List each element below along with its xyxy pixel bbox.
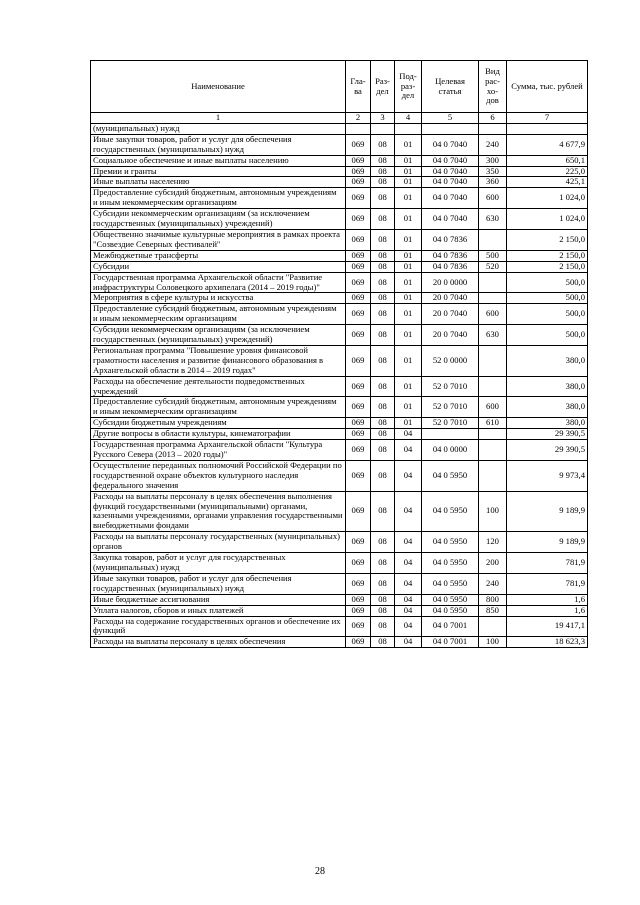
- cell-razdel: 08: [371, 460, 395, 491]
- cell-target: 20 0 7040: [422, 325, 479, 346]
- table-header-row: [91, 61, 588, 113]
- cell-glava: 069: [346, 594, 371, 605]
- cell-target: 04 0 7040: [422, 209, 479, 230]
- cell-podrazdel: 04: [395, 594, 422, 605]
- cell-target: 52 0 7010: [422, 418, 479, 429]
- cell-podrazdel: 01: [395, 155, 422, 166]
- cell-razdel: 08: [371, 553, 395, 574]
- cell-vid: 610: [479, 418, 507, 429]
- cell-name: Расходы на выплаты персоналу в целях обеспечения выполнения функций государственными (муниципальными) органами, казенными учреждениями, органами управления государственными внебюджетными фондами: [91, 491, 346, 532]
- cell-podrazdel: 01: [395, 397, 422, 418]
- cell-podrazdel: 04: [395, 637, 422, 648]
- cell-target: 04 0 5950: [422, 491, 479, 532]
- cell-vid: 500: [479, 250, 507, 261]
- cell-vid: 600: [479, 304, 507, 325]
- cell-razdel: 08: [371, 491, 395, 532]
- cell-name: Премии и гранты: [91, 166, 346, 177]
- cell-target: 04 0 7836: [422, 229, 479, 250]
- cell-glava: 069: [346, 188, 371, 209]
- cell-name: Расходы на выплаты персоналу государственных (муниципальных) органов: [91, 532, 346, 553]
- cell-podrazdel: 01: [395, 325, 422, 346]
- cell-glava: 069: [346, 325, 371, 346]
- cell-target: 04 0 7040: [422, 155, 479, 166]
- cell-sum: 781,9: [507, 573, 588, 594]
- table-row: [91, 429, 588, 440]
- cell-sum: 9 189,9: [507, 491, 588, 532]
- cell-target: 20 0 0000: [422, 272, 479, 293]
- cell-podrazdel: 04: [395, 532, 422, 553]
- column-number: 4: [395, 113, 422, 124]
- cell-sum: 29 390,5: [507, 429, 588, 440]
- cell-glava: 069: [346, 250, 371, 261]
- cell-target: 52 0 7010: [422, 376, 479, 397]
- header-sum: Сумма, тыс. рублей: [507, 61, 588, 113]
- cell-target: [422, 429, 479, 440]
- cell-name: Расходы на обеспечение деятельности подведомственных учреждений: [91, 376, 346, 397]
- table-row: [91, 594, 588, 605]
- cell-razdel: 08: [371, 250, 395, 261]
- cell-razdel: 08: [371, 616, 395, 637]
- cell-glava: 069: [346, 229, 371, 250]
- cell-name: Осуществление переданных полномочий Российской Федерации по государственной охране объектов культурного наследия федерального значения: [91, 460, 346, 491]
- cell-glava: 069: [346, 304, 371, 325]
- cell-glava: 069: [346, 155, 371, 166]
- cell-razdel: 08: [371, 440, 395, 461]
- cell-name: Государственная программа Архангельской области "Развитие инфраструктуры Соловецкого архипелага (2014 – 2019 годы)": [91, 272, 346, 293]
- table-row: [91, 460, 588, 491]
- cell-glava: 069: [346, 573, 371, 594]
- cell-target: 04 0 7001: [422, 637, 479, 648]
- cell-name: Закупка товаров, работ и услуг для государственных (муниципальных) нужд: [91, 553, 346, 574]
- cell-razdel: 08: [371, 188, 395, 209]
- cell-sum: 500,0: [507, 325, 588, 346]
- cell-glava: 069: [346, 209, 371, 230]
- budget-table: [90, 60, 588, 648]
- cell-target: 04 0 7836: [422, 261, 479, 272]
- table-row: [91, 155, 588, 166]
- table-row: [91, 637, 588, 648]
- cell-target: 04 0 7836: [422, 250, 479, 261]
- cell-sum: 380,0: [507, 418, 588, 429]
- cell-name: Расходы на содержание государственных органов и обеспечение их функций: [91, 616, 346, 637]
- cell-razdel: 08: [371, 177, 395, 188]
- table-row: [91, 293, 588, 304]
- cell-target: 04 0 5950: [422, 460, 479, 491]
- cell-vid: 100: [479, 637, 507, 648]
- column-number: 7: [507, 113, 588, 124]
- cell-podrazdel: 04: [395, 553, 422, 574]
- cell-podrazdel: 01: [395, 304, 422, 325]
- header-vid: Вид рас-хо-дов: [479, 61, 507, 113]
- cell-vid: 300: [479, 155, 507, 166]
- cell-razdel: 08: [371, 418, 395, 429]
- cell-glava: 069: [346, 440, 371, 461]
- cell-sum: 2 150,0: [507, 229, 588, 250]
- table-row: [91, 325, 588, 346]
- table-row: [91, 376, 588, 397]
- cell-vid: [479, 616, 507, 637]
- cell-podrazdel: 01: [395, 261, 422, 272]
- cell-name: Иные бюджетные ассигнования: [91, 594, 346, 605]
- cell-vid: 630: [479, 325, 507, 346]
- cell-sum: 781,9: [507, 553, 588, 574]
- page-number: 28: [315, 866, 325, 877]
- cell-glava: 069: [346, 491, 371, 532]
- cell-razdel: 08: [371, 429, 395, 440]
- cell-podrazdel: 01: [395, 376, 422, 397]
- cell-podrazdel: [395, 123, 422, 134]
- cell-target: 04 0 5950: [422, 605, 479, 616]
- table-row: [91, 440, 588, 461]
- column-number: 3: [371, 113, 395, 124]
- cell-sum: 2 150,0: [507, 261, 588, 272]
- cell-target: [422, 123, 479, 134]
- cell-name: Субсидии бюджетным учреждениям: [91, 418, 346, 429]
- table-row: [91, 491, 588, 532]
- cell-vid: 600: [479, 188, 507, 209]
- cell-razdel: 08: [371, 261, 395, 272]
- cell-sum: 19 417,1: [507, 616, 588, 637]
- cell-sum: 380,0: [507, 397, 588, 418]
- cell-sum: 380,0: [507, 345, 588, 376]
- cell-target: 04 0 5950: [422, 594, 479, 605]
- cell-razdel: 08: [371, 229, 395, 250]
- table-body: [91, 123, 588, 647]
- cell-razdel: 08: [371, 293, 395, 304]
- cell-name: Субсидии: [91, 261, 346, 272]
- table-row: [91, 272, 588, 293]
- table-row: [91, 250, 588, 261]
- cell-target: 04 0 5950: [422, 532, 479, 553]
- cell-razdel: 08: [371, 573, 395, 594]
- column-number: 6: [479, 113, 507, 124]
- cell-vid: [479, 272, 507, 293]
- cell-vid: 350: [479, 166, 507, 177]
- cell-razdel: 08: [371, 532, 395, 553]
- column-number-row: [91, 113, 588, 124]
- cell-podrazdel: 04: [395, 573, 422, 594]
- cell-glava: 069: [346, 293, 371, 304]
- cell-target: 04 0 5950: [422, 573, 479, 594]
- cell-sum: 650,1: [507, 155, 588, 166]
- cell-name: Иные закупки товаров, работ и услуг для обеспечения государственных (муниципальных) нужд: [91, 134, 346, 155]
- cell-vid: 240: [479, 573, 507, 594]
- cell-razdel: 08: [371, 376, 395, 397]
- cell-vid: 800: [479, 594, 507, 605]
- cell-sum: 2 150,0: [507, 250, 588, 261]
- cell-target: 20 0 7040: [422, 293, 479, 304]
- cell-name: Общественно значимые культурные мероприятия в рамках проекта "Созвездие Северных фестивалей": [91, 229, 346, 250]
- cell-name: Государственная программа Архангельской области "Культура Русского Севера (2013 – 2020 годы)": [91, 440, 346, 461]
- cell-razdel: 08: [371, 166, 395, 177]
- cell-name: Иные выплаты населению: [91, 177, 346, 188]
- cell-glava: 069: [346, 261, 371, 272]
- column-number: 1: [91, 113, 346, 124]
- cell-razdel: 08: [371, 134, 395, 155]
- header-razdel: Раз-дел: [371, 61, 395, 113]
- cell-vid: 200: [479, 553, 507, 574]
- header-target: Целевая статья: [422, 61, 479, 113]
- cell-glava: 069: [346, 376, 371, 397]
- table-row: [91, 188, 588, 209]
- cell-sum: 1 024,0: [507, 209, 588, 230]
- cell-razdel: [371, 123, 395, 134]
- cell-target: 20 0 7040: [422, 304, 479, 325]
- cell-vid: [479, 376, 507, 397]
- cell-glava: 069: [346, 429, 371, 440]
- cell-razdel: 08: [371, 594, 395, 605]
- cell-vid: 240: [479, 134, 507, 155]
- cell-vid: 360: [479, 177, 507, 188]
- table-row: [91, 605, 588, 616]
- table-row: [91, 573, 588, 594]
- cell-glava: 069: [346, 532, 371, 553]
- cell-razdel: 08: [371, 397, 395, 418]
- cell-sum: 1,6: [507, 594, 588, 605]
- cell-razdel: 08: [371, 209, 395, 230]
- cell-sum: 380,0: [507, 376, 588, 397]
- cell-sum: 9 189,9: [507, 532, 588, 553]
- table-row: [91, 261, 588, 272]
- cell-vid: [479, 229, 507, 250]
- cell-target: 04 0 7040: [422, 166, 479, 177]
- cell-vid: [479, 429, 507, 440]
- cell-podrazdel: 04: [395, 429, 422, 440]
- table-row: [91, 345, 588, 376]
- cell-name: Уплата налогов, сборов и иных платежей: [91, 605, 346, 616]
- column-number: 5: [422, 113, 479, 124]
- table-row: [91, 166, 588, 177]
- cell-podrazdel: 01: [395, 250, 422, 261]
- cell-sum: 500,0: [507, 293, 588, 304]
- cell-glava: [346, 123, 371, 134]
- cell-sum: 500,0: [507, 272, 588, 293]
- header-podrazdel: Под-раз-дел: [395, 61, 422, 113]
- cell-podrazdel: 01: [395, 272, 422, 293]
- cell-sum: 9 973,4: [507, 460, 588, 491]
- cell-name: Другие вопросы в области культуры, кинематографии: [91, 429, 346, 440]
- table-row: [91, 304, 588, 325]
- cell-razdel: 08: [371, 605, 395, 616]
- cell-name: Расходы на выплаты персоналу в целях обеспечения: [91, 637, 346, 648]
- cell-podrazdel: 01: [395, 345, 422, 376]
- cell-vid: 630: [479, 209, 507, 230]
- cell-podrazdel: 04: [395, 616, 422, 637]
- table-row: [91, 177, 588, 188]
- cell-vid: 850: [479, 605, 507, 616]
- cell-razdel: 08: [371, 272, 395, 293]
- cell-sum: 425,1: [507, 177, 588, 188]
- cell-name: Субсидии некоммерческим организациям (за исключением государственных (муниципальных) учреждений): [91, 325, 346, 346]
- header-glava: Гла-ва: [346, 61, 371, 113]
- cell-sum: 4 677,9: [507, 134, 588, 155]
- cell-target: 04 0 7040: [422, 134, 479, 155]
- cell-target: 04 0 7001: [422, 616, 479, 637]
- cell-razdel: 08: [371, 637, 395, 648]
- cell-razdel: 08: [371, 325, 395, 346]
- cell-vid: [479, 293, 507, 304]
- cell-target: 04 0 5950: [422, 553, 479, 574]
- cell-name: Мероприятия в сфере культуры и искусства: [91, 293, 346, 304]
- cell-target: 04 0 0000: [422, 440, 479, 461]
- cell-name: Региональная программа "Повышение уровня финансовой грамотности населения и развитие финансового образования в Архангельской области в 2014 – 2019 годах": [91, 345, 346, 376]
- cell-sum: 1 024,0: [507, 188, 588, 209]
- table-row: [91, 209, 588, 230]
- cell-vid: 600: [479, 397, 507, 418]
- cell-glava: 069: [346, 177, 371, 188]
- cell-name: Предоставление субсидий бюджетным, автономным учреждениям и иным некоммерческим организациям: [91, 304, 346, 325]
- cell-target: 04 0 7040: [422, 188, 479, 209]
- table-row: [91, 123, 588, 134]
- table-row: [91, 553, 588, 574]
- column-number: 2: [346, 113, 371, 124]
- cell-vid: [479, 345, 507, 376]
- table-row: [91, 532, 588, 553]
- cell-glava: 069: [346, 272, 371, 293]
- cell-vid: 120: [479, 532, 507, 553]
- cell-glava: 069: [346, 345, 371, 376]
- table-row: [91, 134, 588, 155]
- cell-podrazdel: 01: [395, 188, 422, 209]
- cell-name: Субсидии некоммерческим организациям (за исключением государственных (муниципальных) учреждений): [91, 209, 346, 230]
- cell-sum: [507, 123, 588, 134]
- cell-glava: 069: [346, 616, 371, 637]
- table-row: [91, 418, 588, 429]
- cell-podrazdel: 01: [395, 134, 422, 155]
- cell-name: Предоставление субсидий бюджетным, автономным учреждениям и иным некоммерческим организациям: [91, 397, 346, 418]
- cell-glava: 069: [346, 637, 371, 648]
- cell-target: 52 0 7010: [422, 397, 479, 418]
- cell-sum: 500,0: [507, 304, 588, 325]
- cell-razdel: 08: [371, 155, 395, 166]
- cell-podrazdel: 01: [395, 229, 422, 250]
- cell-podrazdel: 01: [395, 418, 422, 429]
- cell-target: 04 0 7040: [422, 177, 479, 188]
- cell-vid: [479, 123, 507, 134]
- cell-glava: 069: [346, 605, 371, 616]
- cell-podrazdel: 04: [395, 460, 422, 491]
- cell-podrazdel: 01: [395, 293, 422, 304]
- cell-glava: 069: [346, 134, 371, 155]
- cell-podrazdel: 04: [395, 491, 422, 532]
- cell-glava: 069: [346, 166, 371, 177]
- cell-razdel: 08: [371, 304, 395, 325]
- cell-target: 52 0 0000: [422, 345, 479, 376]
- cell-vid: 520: [479, 261, 507, 272]
- cell-glava: 069: [346, 418, 371, 429]
- cell-podrazdel: 04: [395, 440, 422, 461]
- cell-sum: 225,0: [507, 166, 588, 177]
- cell-podrazdel: 01: [395, 209, 422, 230]
- table-row: [91, 397, 588, 418]
- cell-name: (муниципальных) нужд: [91, 123, 346, 134]
- table-row: [91, 616, 588, 637]
- cell-name: Предоставление субсидий бюджетным, автономным учреждениям и иным некоммерческим организациям: [91, 188, 346, 209]
- cell-sum: 1,6: [507, 605, 588, 616]
- cell-name: Межбюджетные трансферты: [91, 250, 346, 261]
- cell-name: Социальное обеспечение и иные выплаты населению: [91, 155, 346, 166]
- cell-sum: 29 390,5: [507, 440, 588, 461]
- cell-glava: 069: [346, 397, 371, 418]
- cell-sum: 18 623,3: [507, 637, 588, 648]
- cell-glava: 069: [346, 460, 371, 491]
- cell-podrazdel: 01: [395, 177, 422, 188]
- cell-name: Иные закупки товаров, работ и услуг для обеспечения государственных (муниципальных) нужд: [91, 573, 346, 594]
- cell-podrazdel: 04: [395, 605, 422, 616]
- table-row: [91, 229, 588, 250]
- cell-vid: 100: [479, 491, 507, 532]
- cell-vid: [479, 440, 507, 461]
- cell-podrazdel: 01: [395, 166, 422, 177]
- cell-glava: 069: [346, 553, 371, 574]
- cell-vid: [479, 460, 507, 491]
- cell-razdel: 08: [371, 345, 395, 376]
- header-name: Наименование: [91, 61, 346, 113]
